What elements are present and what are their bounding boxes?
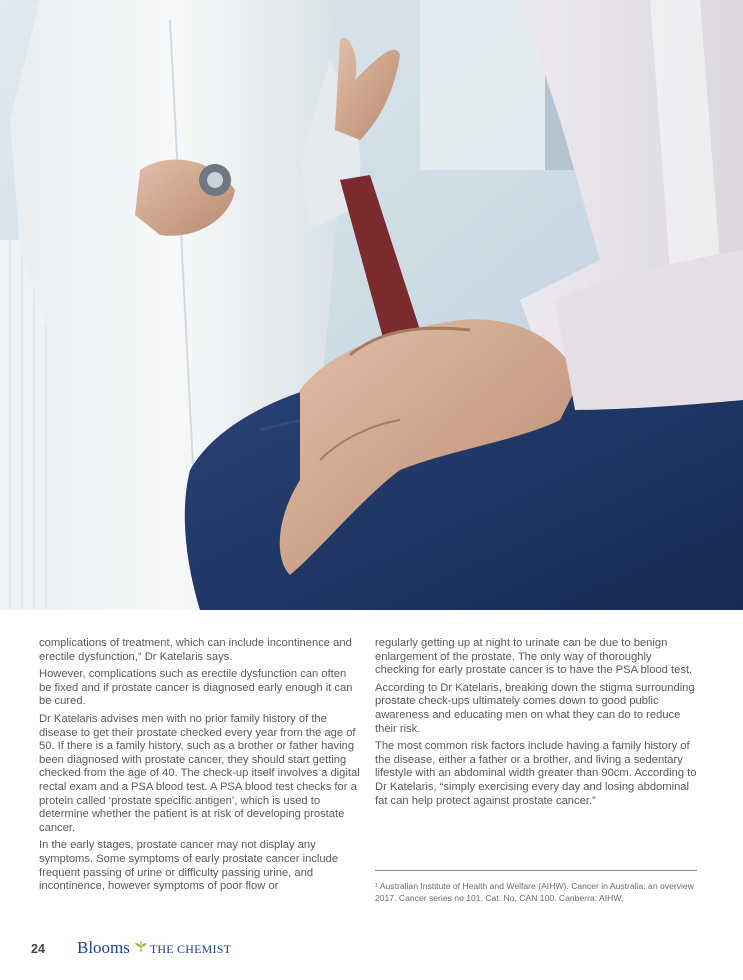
body-paragraph: The most common risk factors include having a family history of the disease, either a father or a brother, and living a sedentary lifestyle with an abdominal width greater than 90cm. According to Dr Katelaris, “simply exercising every day and losing abdominal fat can help protect against prostate cancer.” [375,740,697,807]
brand-logo [77,938,231,958]
body-paragraph: Dr Katelaris advises men with no prior family history of the disease to get their prostate checked every year from the age of 50. If there is a family history, such as a brother or father having been diagnosed with prostate cancer, they should start getting checked from the age of 40. The check-up itself involves a digital rectal exam and a PSA blood test. A PSA blood test checks for a protein called ‘prostate specific antigen’, which is used to determine whether the patient is at risk of developing prostate cancer. [39,712,360,834]
footnote-divider [375,870,697,871]
page-number: 24 [31,942,45,956]
brand-suffix: THE CHEMIST [149,942,232,956]
footnote: ¹ Australian Institute of Health and Welfare (AIHW). Cancer in Australia: an overview 2017. Cancer series no 101. Cat. No. CAN 100. Canberra: AIHW. [375,881,694,903]
body-paragraph: According to Dr Katelaris, breaking down the stigma surrounding prostate check-ups ultimately comes down to good public awareness and educating men on what they can do to reduce their risk. [375,681,695,735]
body-paragraph: complications of treatment, which can include incontinence and erectile dysfunction,” Dr Katelaris says. [39,637,352,663]
leaf-icon [134,941,148,953]
page-footer [0,930,743,980]
body-paragraph: However, complications such as erectile dysfunction can often be fixed and if prostate cancer is diagnosed early enough it can be cured. [39,668,353,708]
body-paragraph: In the early stages, prostate cancer may not display any symptoms. Some symptoms of early prostate cancer include frequent passing of urine or difficulty passing urine, and incontinence, however symptoms of poor flow or [39,839,339,893]
article-column-right [375,637,697,812]
body-paragraph: regularly getting up at night to urinate can be due to benign enlargement of the prostate. The only way of thoroughly checking for early prostate cancer is to have the PSA blood test. [375,637,693,677]
article-column-left [39,637,361,898]
brand-name: Blooms [77,938,130,957]
